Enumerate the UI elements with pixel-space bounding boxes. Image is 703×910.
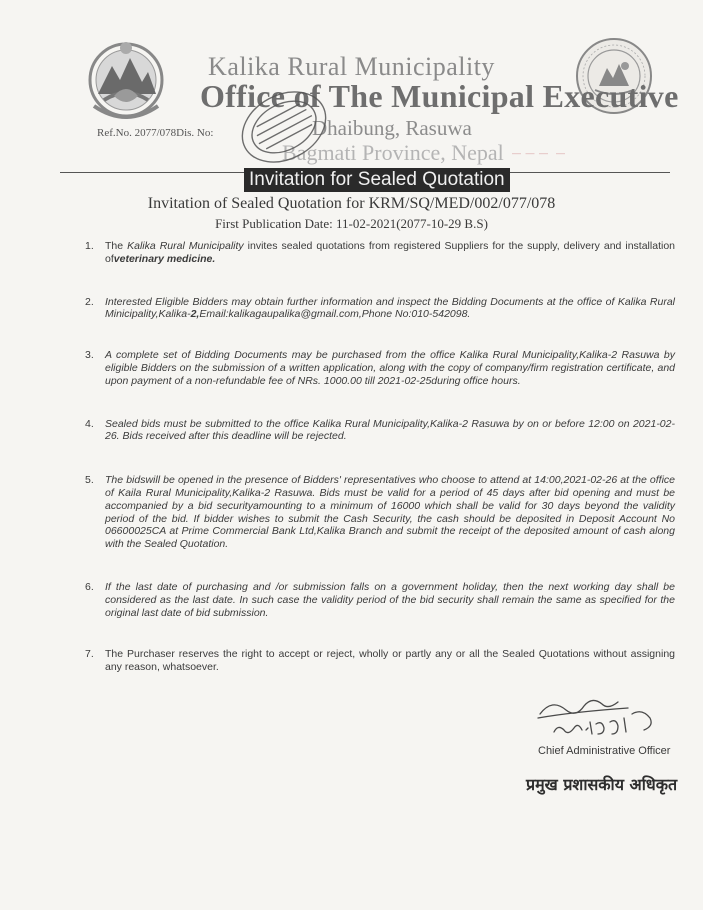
publication-date: First Publication Date: 11-02-2021(2077-10-29 B.S) bbox=[215, 216, 488, 231]
office-address: Dhaibung, Rasuwa bbox=[312, 116, 472, 140]
municipality-name: Kalika Rural Municipality bbox=[208, 52, 495, 81]
clause-1: 1. The Kalika Rural Municipality invites sealed quotations from registered Suppliers for the supply, delivery and installation ofveterinary medicine. bbox=[85, 240, 675, 265]
clause-3: 3. A complete set of Bidding Documents may be purchased from the office Kalika Rural Municipality,Kalika-2 Rasuwa by eligible Bidders on the submission of a written application, along with the copy of company/firm registration certificate, and upon payment of a non-refundable fee of NRs. 1000.00 till 2021-02-25during office hours. bbox=[85, 349, 675, 387]
province-name: Bagmati Province, Nepal bbox=[282, 140, 504, 165]
faint-stamp-mark: — — — — bbox=[512, 148, 567, 158]
signatory-title-nepali: प्रमुख प्रशासकीय अधिकृत bbox=[526, 775, 678, 794]
reference-number: Ref.No. 2077/078Dis. No: bbox=[97, 127, 214, 139]
clause-5: 5. The bidswill be opened in the presence of Bidders' representatives who choose to attend at 14:00,2021-02-26 at the office of Kaila Rural Municipality,Kalika-2 Rasuwa. Bids must be valid for a period of 45 days after bid opening and must be accompanied by a bid securityamounting to a minimum of 16000 which shall be valid for 30 days beyond the validity period of the bid. If bidder wishes to submit the Cash Security, the cash should be deposited in Deposit Account No 06600025CA at Prime Commercial Bank Ltd,Kalika Branch and submit the receipt of the deposited amount of cash along with the Sealed Quotation. bbox=[85, 474, 675, 551]
clause-6: 6. If the last date of purchasing and /or submission falls on a government holiday, then the next working day shall be considered as the last date. In such case the validity period of the bid security shall remain the same as specified for the original last date of bid submission. bbox=[85, 580, 675, 619]
notice-subtitle: Invitation of Sealed Quotation for KRM/SQ/MED/002/077/078 bbox=[147, 195, 556, 212]
dispatch-stamp-icon bbox=[234, 84, 334, 170]
clause-7: 7. The Purchaser reserves the right to accept or reject, wholly or partly any or all the Sealed Quotations without assigning any reason, whatsoever. bbox=[85, 648, 675, 674]
notice-banner: Invitation for Sealed Quotation bbox=[244, 168, 510, 192]
clause-4: 4. Sealed bids must be submitted to the office Kalika Rural Municipality,Kalika-2 Rasuwa by on or before 12:00 on 2021-02-26. Bids received after this deadline will be rejected. bbox=[85, 417, 675, 443]
clause-2: 2. Interested Eligible Bidders may obtain further information and inspect the Bidding Documents at the office of Kalika Rural Minicipality,Kalika-2,Email:kalikagaupalika@gmail.com,Phone No:010-542098. bbox=[85, 295, 675, 321]
office-name: Office of The Municipal Executive bbox=[200, 78, 679, 114]
handwritten-signature bbox=[532, 688, 662, 740]
notice-clauses bbox=[85, 240, 675, 674]
signatory-title: Chief Administrative Officer bbox=[538, 745, 671, 757]
